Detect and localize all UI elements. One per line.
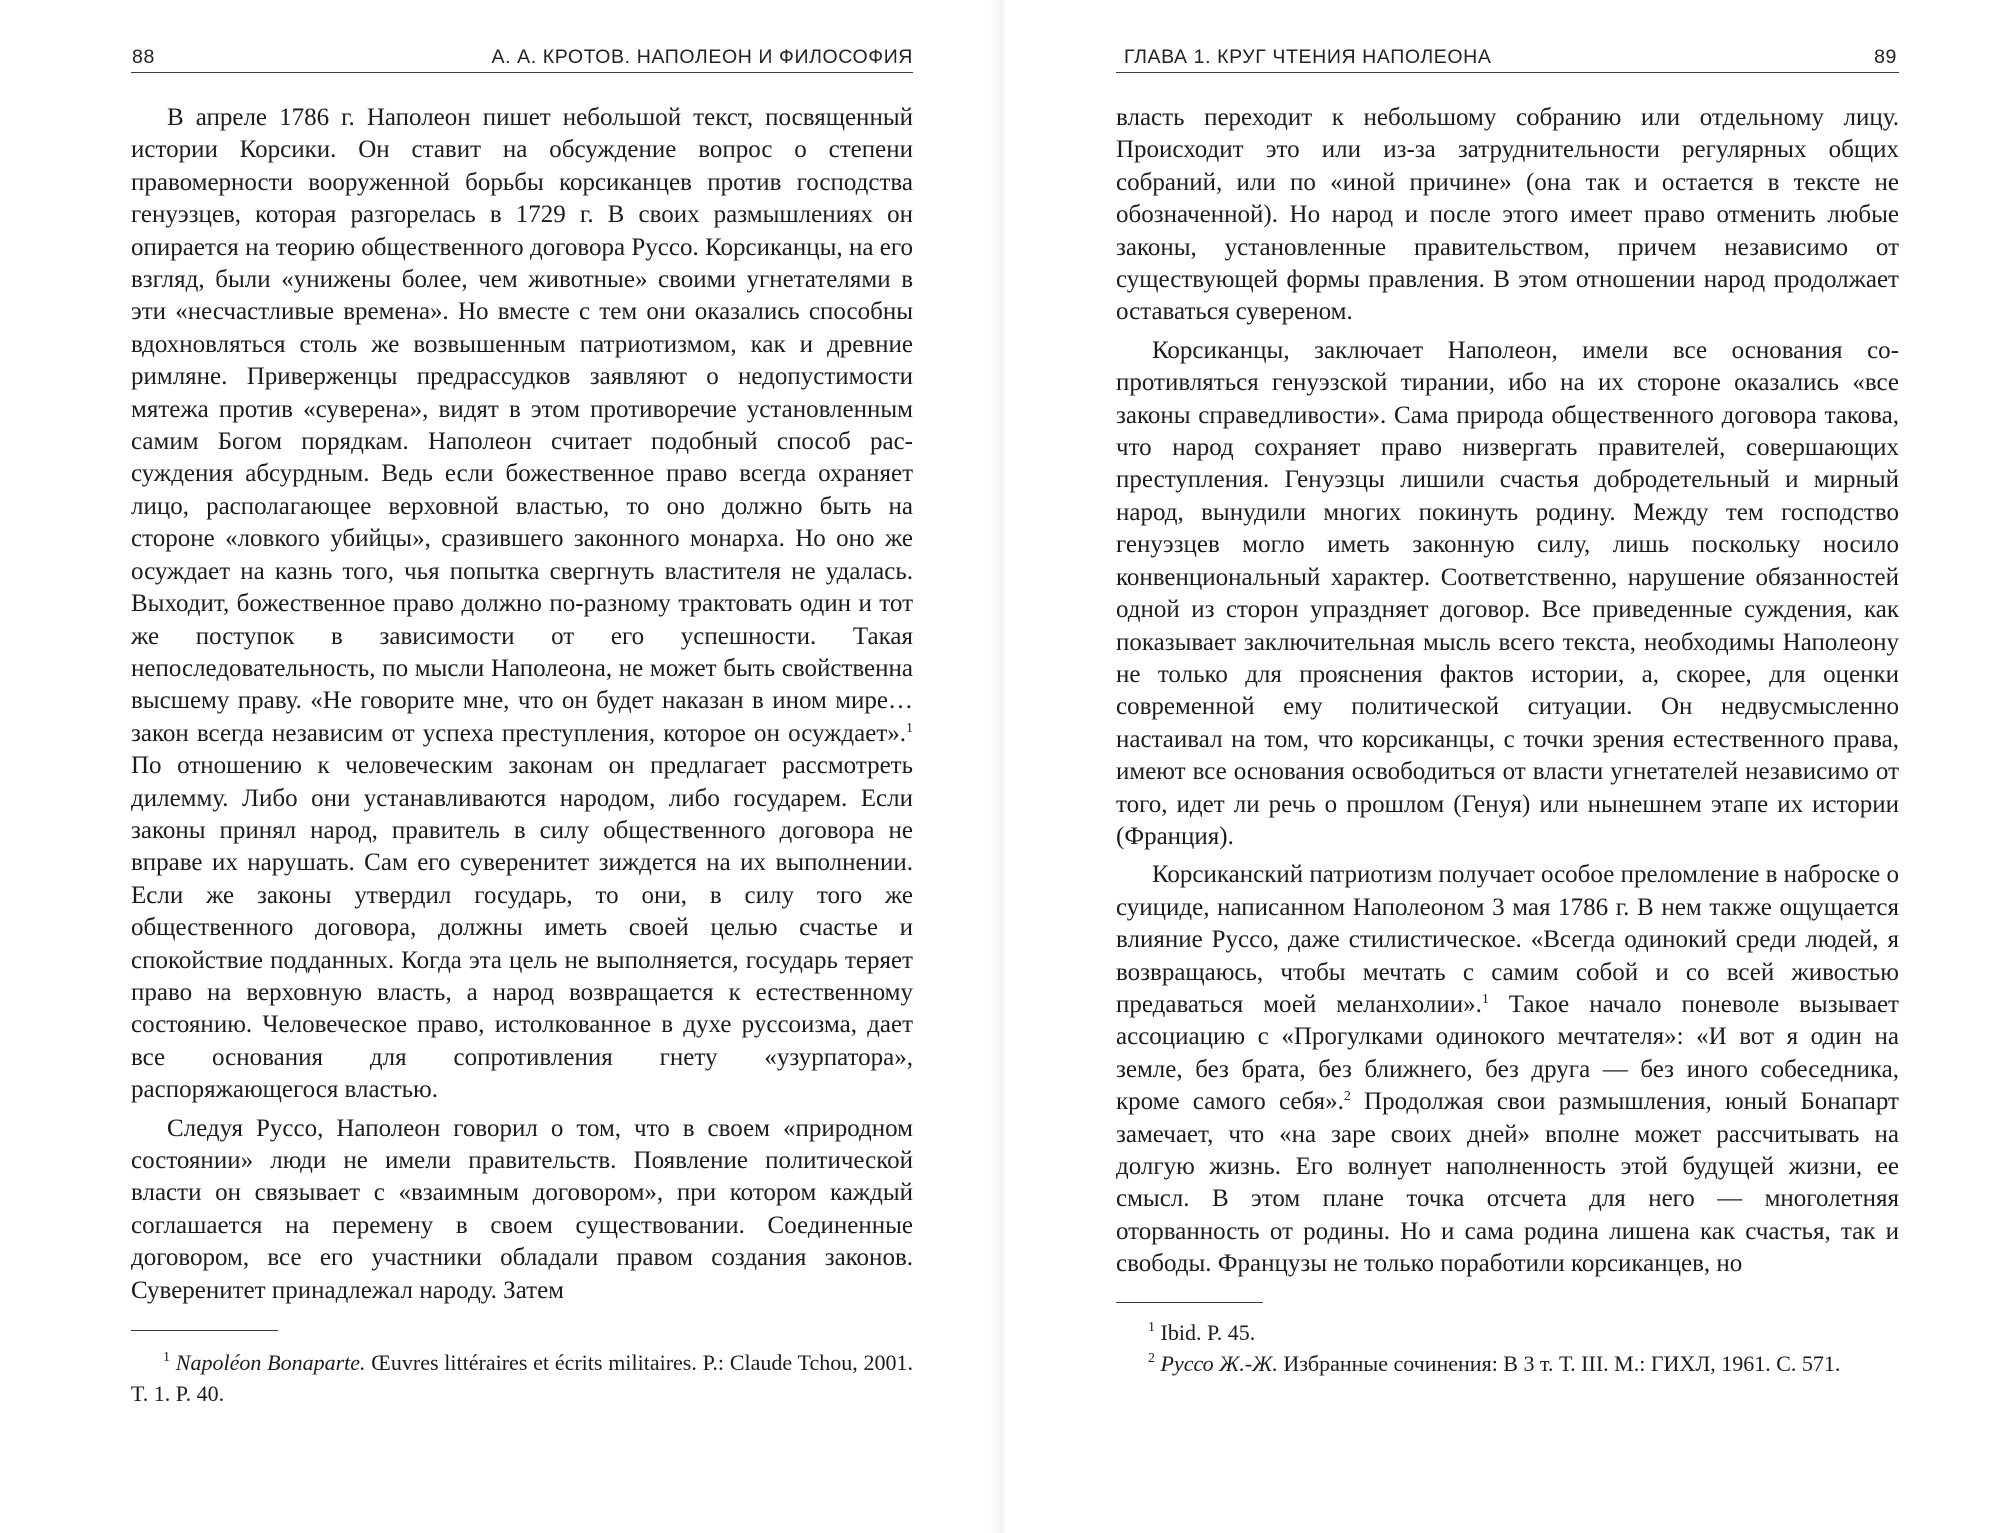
left-paragraph-2: Следуя Руссо, Наполеон говорил о том, что в своем «природном состоянии» люди не имели правительств. Появление политической власти он связывает с «взаимным договором», при котором каждый соглашается на перемену в своем существовании. Соединенные договором, все его участники обладали правом создания законов. Суверенитет принадлежал народу. Затем — [131, 1114, 913, 1304]
right-footnote-rule — [1116, 1302, 1263, 1303]
right-paragraph-3-part-a: Корсиканский патриотизм получает особое преломление в наброске о суициде, написанном Наполеоном 3 мая 1786 г. В нем также ощущается влияние Руссо, даже стилистическое. «Всегда одинокий среди людей, я возвращаюсь, чтобы мечтать с самим собой и со всей живостью предаваться моей меланхолии». — [1116, 861, 1899, 1018]
footnote-text: Ibid. P. 45. — [1155, 1320, 1256, 1345]
left-running-title: А. А. КРОТОВ. НАПОЛЕОН И ФИЛОСОФИЯ — [491, 46, 913, 68]
footnote-mark: 2 — [1148, 1350, 1155, 1366]
left-body-text — [131, 102, 913, 1307]
left-header-rule — [131, 72, 913, 73]
footnote-ref-2[interactable]: 2 — [1343, 1089, 1351, 1105]
footnote-author: Napoléon Bonaparte. — [175, 1350, 366, 1375]
right-header-rule — [1116, 72, 1899, 73]
footnote-ref-1[interactable]: 1 — [906, 720, 913, 736]
footnote-ref-1[interactable]: 1 — [1481, 991, 1489, 1007]
footnote-author: Руссо Ж.-Ж. — [1160, 1350, 1278, 1376]
right-running-title: ГЛАВА 1. КРУГ ЧТЕНИЯ НАПОЛЕОНА — [1124, 46, 1492, 68]
left-page-number: 88 — [132, 46, 155, 68]
left-page — [0, 0, 995, 1533]
left-paragraph-1 — [131, 102, 913, 1107]
left-paragraph-1-part-a: В апреле 1786 г. Наполеон пишет небольшой текст, посвященный истории Корсики. Он ставит на обсуждение вопрос о степени правомерности вооруженной борьбы корсиканцев против господства генуэзцев, которая разгорелась в 1729 г. В своих размышлениях он опирается на теорию общественного договора Руссо. Корсиканцы, на его взгляд, были «унижены более, чем животные» своими угнетателями в эти «несчастливые времена». Но вместе с тем они оказались способны вдохновляться столь же возвышенным патриотизмом, как и древние римляне. Приверженцы предрассудков заявляют о недопустимости мятежа против «суверена», видят в этом противоречие установленным самим Богом порядкам. Наполеон считает подобный способ рассуждения абсурдным. Ведь если божественное право всегда охраняет лицо, располагающее верховной властью, то оно должно быть на стороне «ловкого убийцы», сразившего законного монарха. Но оно же осуждает на казнь того, чья попытка свергнуть властителя не удалась. Выходит, божественное право должно по-разному трактовать один и тот же поступок в зависимости от его успешности. Такая непоследовательность, по мысли Наполеона, не может быть свойственна высшему праву. «Не говорите мне, что он будет наказан в ином мире… закон всегда независим от успеха преступления, которое он осуждает». — [131, 104, 913, 747]
footnote-text: Избранные сочинения: В 3 т. Т. III. М.: ГИХЛ, 1961. С. 571. — [1277, 1350, 1841, 1376]
right-body-text — [1116, 102, 1899, 1281]
right-paragraph-3-part-b: Такое начало поневоле вызывает ассоциацию с «Прогулками одинокого мечтателя»: «И вот я один на земле, без брата, без ближнего, без друга — без иного собеседника, кроме самого себя». — [1116, 990, 1899, 1116]
left-footnote-rule — [131, 1330, 278, 1331]
left-footnotes — [131, 1348, 913, 1409]
right-footnotes — [1116, 1318, 1899, 1379]
right-paragraph-1: власть переходит к небольшому собранию или отдельному лицу. Происходит это или из-за затруднительности регулярных общих собраний, или по «иной причине» (она так и остается в тексте не обозначенной). Но народ и после этого имеет право отменить любые законы, установленные правительством, причем независимо от существующей формы правления. В этом отношении народ продолжает оставаться сувереном. — [1116, 104, 1899, 326]
right-paragraph-3-part-c: Продолжая свои размышления, юный Бонапарт замечает, что «на заре своих дней» вполне может рассчитывать на долгую жизнь. Его волнует наполненность этой будущей жизни, ее смысл. В этом плане точка отсчета для него — многолетняя оторванность от родины. Но и сама родина лишена как счастья, так и свободы. Французы не только поработили корсиканцев, но — [1116, 1088, 1899, 1278]
right-footnote-1 — [1116, 1318, 1899, 1349]
right-page — [1005, 0, 2000, 1533]
right-paragraph-3 — [1116, 859, 1899, 1280]
footnote-mark: 1 — [163, 1350, 170, 1365]
left-paragraph-1-part-b: По отношению к человеческим законам он предлагает рассмотреть дилемму. Либо они устанавливаются народом, либо государем. Если законы принял народ, правитель в силу общественного договора не вправе их нарушать. Сам его суверенитет зиждется на их выполнении. Если же законы утвердил государь, то они, в силу того же общественного договора, должны иметь своей целью счастье и спокойствие подданных. Когда эта цель не выполняется, государь теряет право на верховную власть, а народ возвращается к естественному состоянию. Человеческое право, истолкованное в духе руссоизма, дает все основания для сопротивления гнету «узурпатора», распоряжающегося властью. — [131, 752, 913, 1104]
right-footnote-2 — [1116, 1349, 1899, 1380]
left-footnote-1 — [131, 1348, 913, 1409]
footnote-mark: 1 — [1148, 1320, 1155, 1335]
footnote-text: Œuvres littéraires et écrits militaires. P.: Claude Tchou, 2001. T. 1. P. 40. — [131, 1350, 913, 1406]
right-paragraph-2: Корсиканцы, заключает Наполеон, имели все основания сопротивляться генуэзской тирании, ибо на их стороне оказались «все законы справедливости». Сама природа общественного договора такова, что народ сохраняет право низвергать правителей, совершающих преступления. Генуэзцы лишили счастья добродетельный и мирный народ, вынудили многих покинуть родину. Между тем господство генуэзцев могло иметь законную силу, лишь поскольку носило конвенциональный характер. Соответственно, нарушение обязанностей одной из сторон упраздняет договор. Все приведенные суждения, как показывает заключительная мысль всего текста, необходимы Наполеону не только для прояснения фактов истории, а, скорее, для оценки современной ему политической ситуации. Он недвусмысленно настаивал на том, что корсиканцы, с точки зрения естественного права, имеют все основания освободиться от власти угнетателей независимо от того, идет ли речь о прошлом (Генуя) или нынешнем этапе их истории (Франция). — [1116, 336, 1899, 850]
right-page-number: 89 — [1874, 46, 1897, 68]
